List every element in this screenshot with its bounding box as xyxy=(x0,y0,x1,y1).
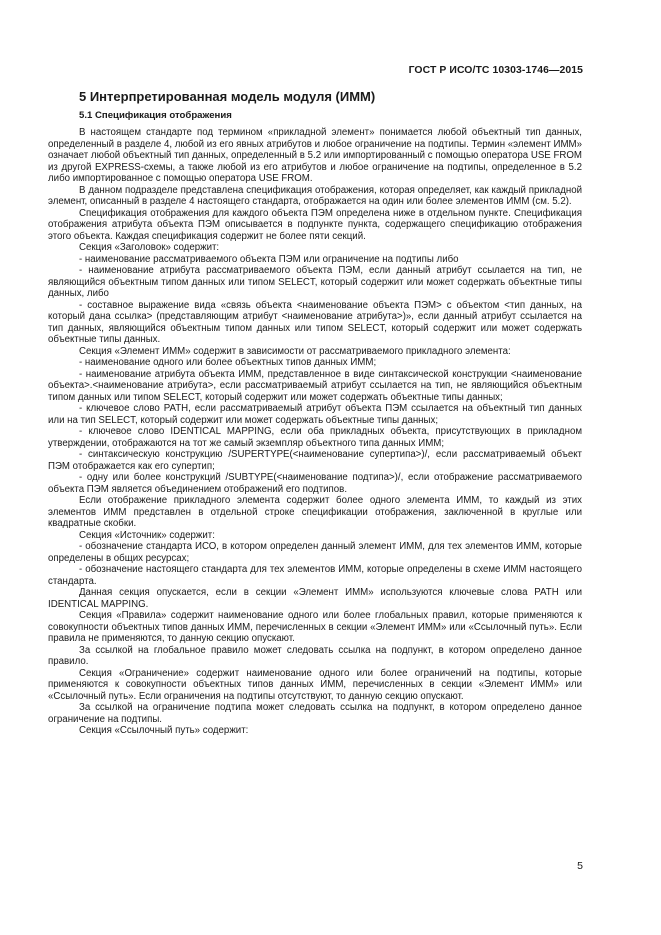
paragraph: Спецификация отображения для каждого объекта ПЭМ определена ниже в отдельном пункте. Спецификация отображения атрибута объекта ПЭМ описывается в подпункте пункта, содержащего спецификацию отображения этого объекта. Каждая спецификация содержит не более пяти секций. xyxy=(48,207,582,242)
list-item: - наименование атрибута объекта ИММ, представленное в виде синтаксической конструкции <наименование объекта>.<наименование атрибута>, если рассматриваемый атрибут ссылается на тип, не являющийся объектным типом данных или типом SELECT, который содержит или может содержать объектные типы данных; xyxy=(48,368,582,403)
paragraph: Секция «Элемент ИММ» содержит в зависимости от рассматриваемого прикладного элемента: xyxy=(79,345,511,357)
list-item: - составное выражение вида «связь объекта <наименование объекта ПЭМ> с объектом <тип данных, на который дана ссылка> (представляющим атрибут <наименование атрибута>)», если данный атрибут ссылается на тип данных, являющийся объектным типом данных или типом SELECT, который содержит или может содержать объектные типы данных. xyxy=(48,299,582,345)
paragraph: Секция «Ссылочный путь» содержит: xyxy=(79,725,249,736)
paragraph: Секция «Заголовок» содержит: xyxy=(79,242,220,253)
body-text xyxy=(48,127,582,737)
list-item: - наименование атрибута рассматриваемого объекта ПЭМ, если данный атрибут ссылается на тип, не являющийся объектным типом данных или типом SELECT, который содержит или может содержать объектные типы данных, либо xyxy=(48,265,582,299)
paragraph: Секция «Ограничение» содержит наименование одного или более ограничений на подтипы, которые применяются к совокупности объектных типов данных ИММ, перечисленных в секции «Элемент ИММ» или «Ссылочный путь». Если ограничения на подтипы отсутствуют, то данную секцию опускают. xyxy=(48,667,582,702)
document-header-standard-id: ГОСТ Р ИСО/ТС 10303-1746—2015 xyxy=(408,65,583,76)
list-item: - наименование рассматриваемого объекта ПЭМ или ограничение на подтипы либо xyxy=(79,253,459,265)
subsection-title: 5.1 Спецификация отображения xyxy=(79,110,232,121)
list-item: - обозначение настоящего стандарта для тех элементов ИММ, которые определены в схеме ИММ настоящего стандарта. xyxy=(48,564,582,587)
list-item: - обозначение стандарта ИСО, в котором определен данный элемент ИММ, для тех элементов ИММ, которые определены в общих ресурсах; xyxy=(48,541,582,564)
list-item: - ключевое слово IDENTICAL MAPPING, если оба прикладных объекта, присутствующих в прикладном утверждении, отображаются на тот же самый экземпляр объектного типа данных ИММ; xyxy=(48,426,582,449)
list-item: - наименование одного или более объектных типов данных ИММ; xyxy=(79,357,377,368)
section-title: 5 Интерпретированная модель модуля (ИММ) xyxy=(79,89,376,104)
list-item: - одну или более конструкций /SUBTYPE(<наименование подтипа>)/, если отображение рассматриваемого объекта ПЭМ является объединением отображений его подтипов. xyxy=(48,472,582,495)
paragraph: Секция «Правила» содержит наименование одного или более глобальных правил, которые применяются к совокупности объектных типов данных ИММ, перечисленных в секции «Элемент ИММ» или «Ссылочный путь». Если правила не применяются, то данную секцию опускают. xyxy=(48,610,582,644)
page-number: 5 xyxy=(577,860,583,872)
list-item: - синтаксическую конструкцию /SUPERTYPE(<наименование супертипа>)/, если рассматриваемый объект ПЭМ отображается как его супертип; xyxy=(48,449,582,472)
paragraph: Данная секция опускается, если в секции «Элемент ИММ» используются ключевые слова PATH или IDENTICAL MAPPING. xyxy=(48,587,582,610)
paragraph: Секция «Источник» содержит: xyxy=(79,529,215,541)
paragraph: В данном подразделе представлена спецификация отображения, которая определяет, как каждый прикладной элемент, описанный в разделе 4 настоящего стандарта, отображается на один или более элементов ИММ (см. 5.2). xyxy=(48,184,582,207)
paragraph: В настоящем стандарте под термином «прикладной элемент» понимается любой объектный тип данных, определенный в разделе 4, любой из его явных атрибутов и любое ограничение на подтипы. Термин «элемент ИММ» означает любой объектный тип данных, определенный в 5.2 или импортированный с помощью оператора USE FROM из другой EXPRESS-схемы, а также любой из его атрибутов и любое ограничение на подтипы, определенное в 5.2 либо импортированное с помощью оператора USE FROM. xyxy=(48,127,582,184)
paragraph: Если отображение прикладного элемента содержит более одного элемента ИММ, то каждый из этих элементов ИММ представлен в отдельной строке спецификации отображения, заключенной в круглые или квадратные скобки. xyxy=(48,495,582,529)
list-item: - ключевое слово PATH, если рассматриваемый атрибут объекта ПЭМ ссылается на объектный тип данных или на тип SELECT, который содержит или может содержать объектные типы данных; xyxy=(48,403,582,426)
paragraph: За ссылкой на ограничение подтипа может следовать ссылка на подпункт, в котором определено данное ограничение на подтипы. xyxy=(48,702,582,725)
paragraph: За ссылкой на глобальное правило может следовать ссылка на подпункт, в котором определено данное правило. xyxy=(48,644,582,667)
